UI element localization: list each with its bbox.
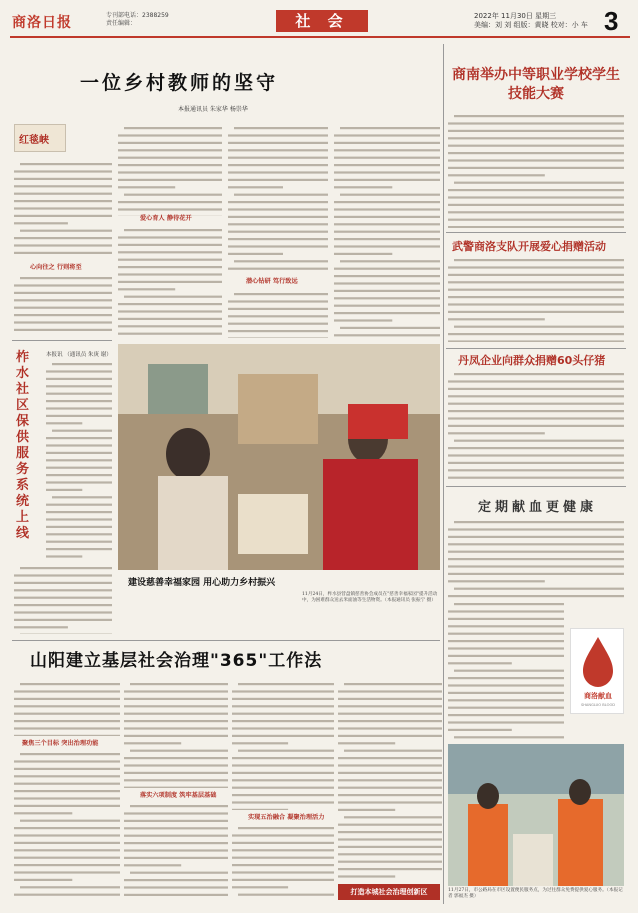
- page-header: [10, 6, 630, 38]
- text-lines: [448, 112, 624, 228]
- side-story-byline: 本报讯 （通讯员 朱庚 谢）: [46, 352, 112, 358]
- newspaper-logo: 商洛日报: [12, 14, 72, 30]
- right-text-3: [448, 370, 624, 480]
- main-article-byline: 本报通讯员 朱家华 杨崇华: [178, 106, 248, 113]
- blood-donation-logo: 商洛献血 SHANGLUO BLOOD: [570, 628, 624, 714]
- bottom-crosshead-3: 实现五治融合 凝聚治理活力: [248, 814, 325, 821]
- crosshead-3: 爱心育人 静待花开: [140, 215, 192, 222]
- bottom-text-col2a: [124, 680, 228, 788]
- right-text-4b: [448, 600, 564, 740]
- text-lines: [46, 360, 112, 560]
- text-lines: [448, 256, 624, 342]
- crosshead-4: 潜心钻研 笃行致远: [246, 278, 298, 285]
- text-lines: [228, 290, 328, 338]
- side-story-title: 柞水社区保供服务系统上线: [16, 350, 30, 541]
- bottom-text-col1b: [14, 750, 120, 900]
- crosshead-box: [14, 124, 66, 152]
- photo-caption-text: 11月24日，柞水县营盘镇慈善协会成员在"慈善幸福家园"提升活动中，为困难群众送去米面油等生活物资。（本报通讯员 张振宁 摄）: [302, 592, 438, 603]
- text-lines: [232, 824, 334, 900]
- right-photo-illustration: [448, 744, 624, 886]
- text-lines: [14, 160, 112, 258]
- column-divider: [443, 44, 444, 904]
- right-photo: [448, 744, 624, 886]
- text-lines: [14, 564, 112, 634]
- side-story-text-b: [14, 564, 112, 634]
- divider: [446, 348, 626, 349]
- right-title-1: 商南举办中等职业学校学生技能大赛: [452, 67, 620, 102]
- main-article-title: 一位乡村教师的坚守: [80, 72, 279, 94]
- text-lines: [232, 680, 334, 810]
- article-text-col4: [334, 124, 440, 338]
- right-title-3: 丹凤企业向群众捐赠60头仔猪: [458, 354, 606, 367]
- text-lines: [118, 124, 222, 216]
- bottom-crosshead-2: 落实六项制度 筑牢基层基础: [140, 792, 217, 799]
- bottom-crosshead-1: 聚焦三个目标 突出治理功能: [22, 740, 99, 747]
- bottom-article-title: 山阳建立基层社会治理"365"工作法: [30, 651, 323, 671]
- text-lines: [124, 680, 228, 788]
- section-label: 社 会: [276, 10, 368, 32]
- header-info: 专刊部电话：2388259 责任编辑：: [106, 12, 169, 27]
- page-number: 3: [604, 6, 619, 36]
- text-lines: [14, 680, 120, 736]
- text-lines: [448, 370, 624, 480]
- text-lines: [14, 750, 120, 900]
- text-lines: [118, 226, 222, 338]
- right-text-4a: [448, 518, 624, 598]
- bottom-text-col1a: [14, 680, 120, 736]
- blood-drop-icon: [571, 629, 625, 689]
- photo-caption-title: 建设慈善幸福家园 用心助力乡村振兴: [128, 578, 276, 588]
- bottom-text-col2b: [124, 802, 228, 900]
- text-lines: [448, 600, 564, 740]
- bottom-text-col4: [338, 680, 442, 880]
- right-photo-caption: 11月27日，市公路局在市区设置便民服务点，为过往群众免费提供爱心服务。（本报记者 郭福杰 摄）: [448, 888, 623, 899]
- header-date: 2022年 11月30日 星期三 美编：刘 刘 组版：黄晓 校对：小 车: [474, 12, 588, 29]
- crosshead-2: 心向往之 行则将至: [30, 264, 82, 271]
- article-text-col2b: [118, 226, 222, 338]
- text-lines: [228, 124, 328, 274]
- right-text-1: [448, 112, 624, 228]
- text-lines: [124, 802, 228, 900]
- divider: [446, 232, 626, 233]
- bottom-text-col3b: [232, 824, 334, 900]
- text-lines: [448, 518, 624, 598]
- text-lines: [14, 274, 112, 336]
- side-story-text: [46, 360, 112, 560]
- right-title-4: 定期献血更健康: [478, 500, 598, 515]
- article-text-col1a: [14, 160, 112, 258]
- divider: [446, 486, 626, 487]
- divider: [12, 640, 440, 641]
- crosshead-red-carpet: 红毯峡: [19, 135, 49, 146]
- divider: [12, 340, 112, 341]
- article-text-col1b: [14, 274, 112, 336]
- article-text-col3b: [228, 290, 328, 338]
- bottom-text-col3a: [232, 680, 334, 810]
- main-photo: [118, 344, 440, 570]
- text-lines: [334, 124, 440, 338]
- article-text-col3: [228, 124, 328, 274]
- right-title-2: 武警商洛支队开展爱心捐赠活动: [452, 240, 606, 253]
- article-text-col2: [118, 124, 222, 216]
- right-text-2: [448, 256, 624, 342]
- text-lines: [338, 680, 442, 880]
- photo-illustration: [118, 344, 440, 570]
- footer-banner: 打造本城社会治理创新区: [338, 884, 440, 900]
